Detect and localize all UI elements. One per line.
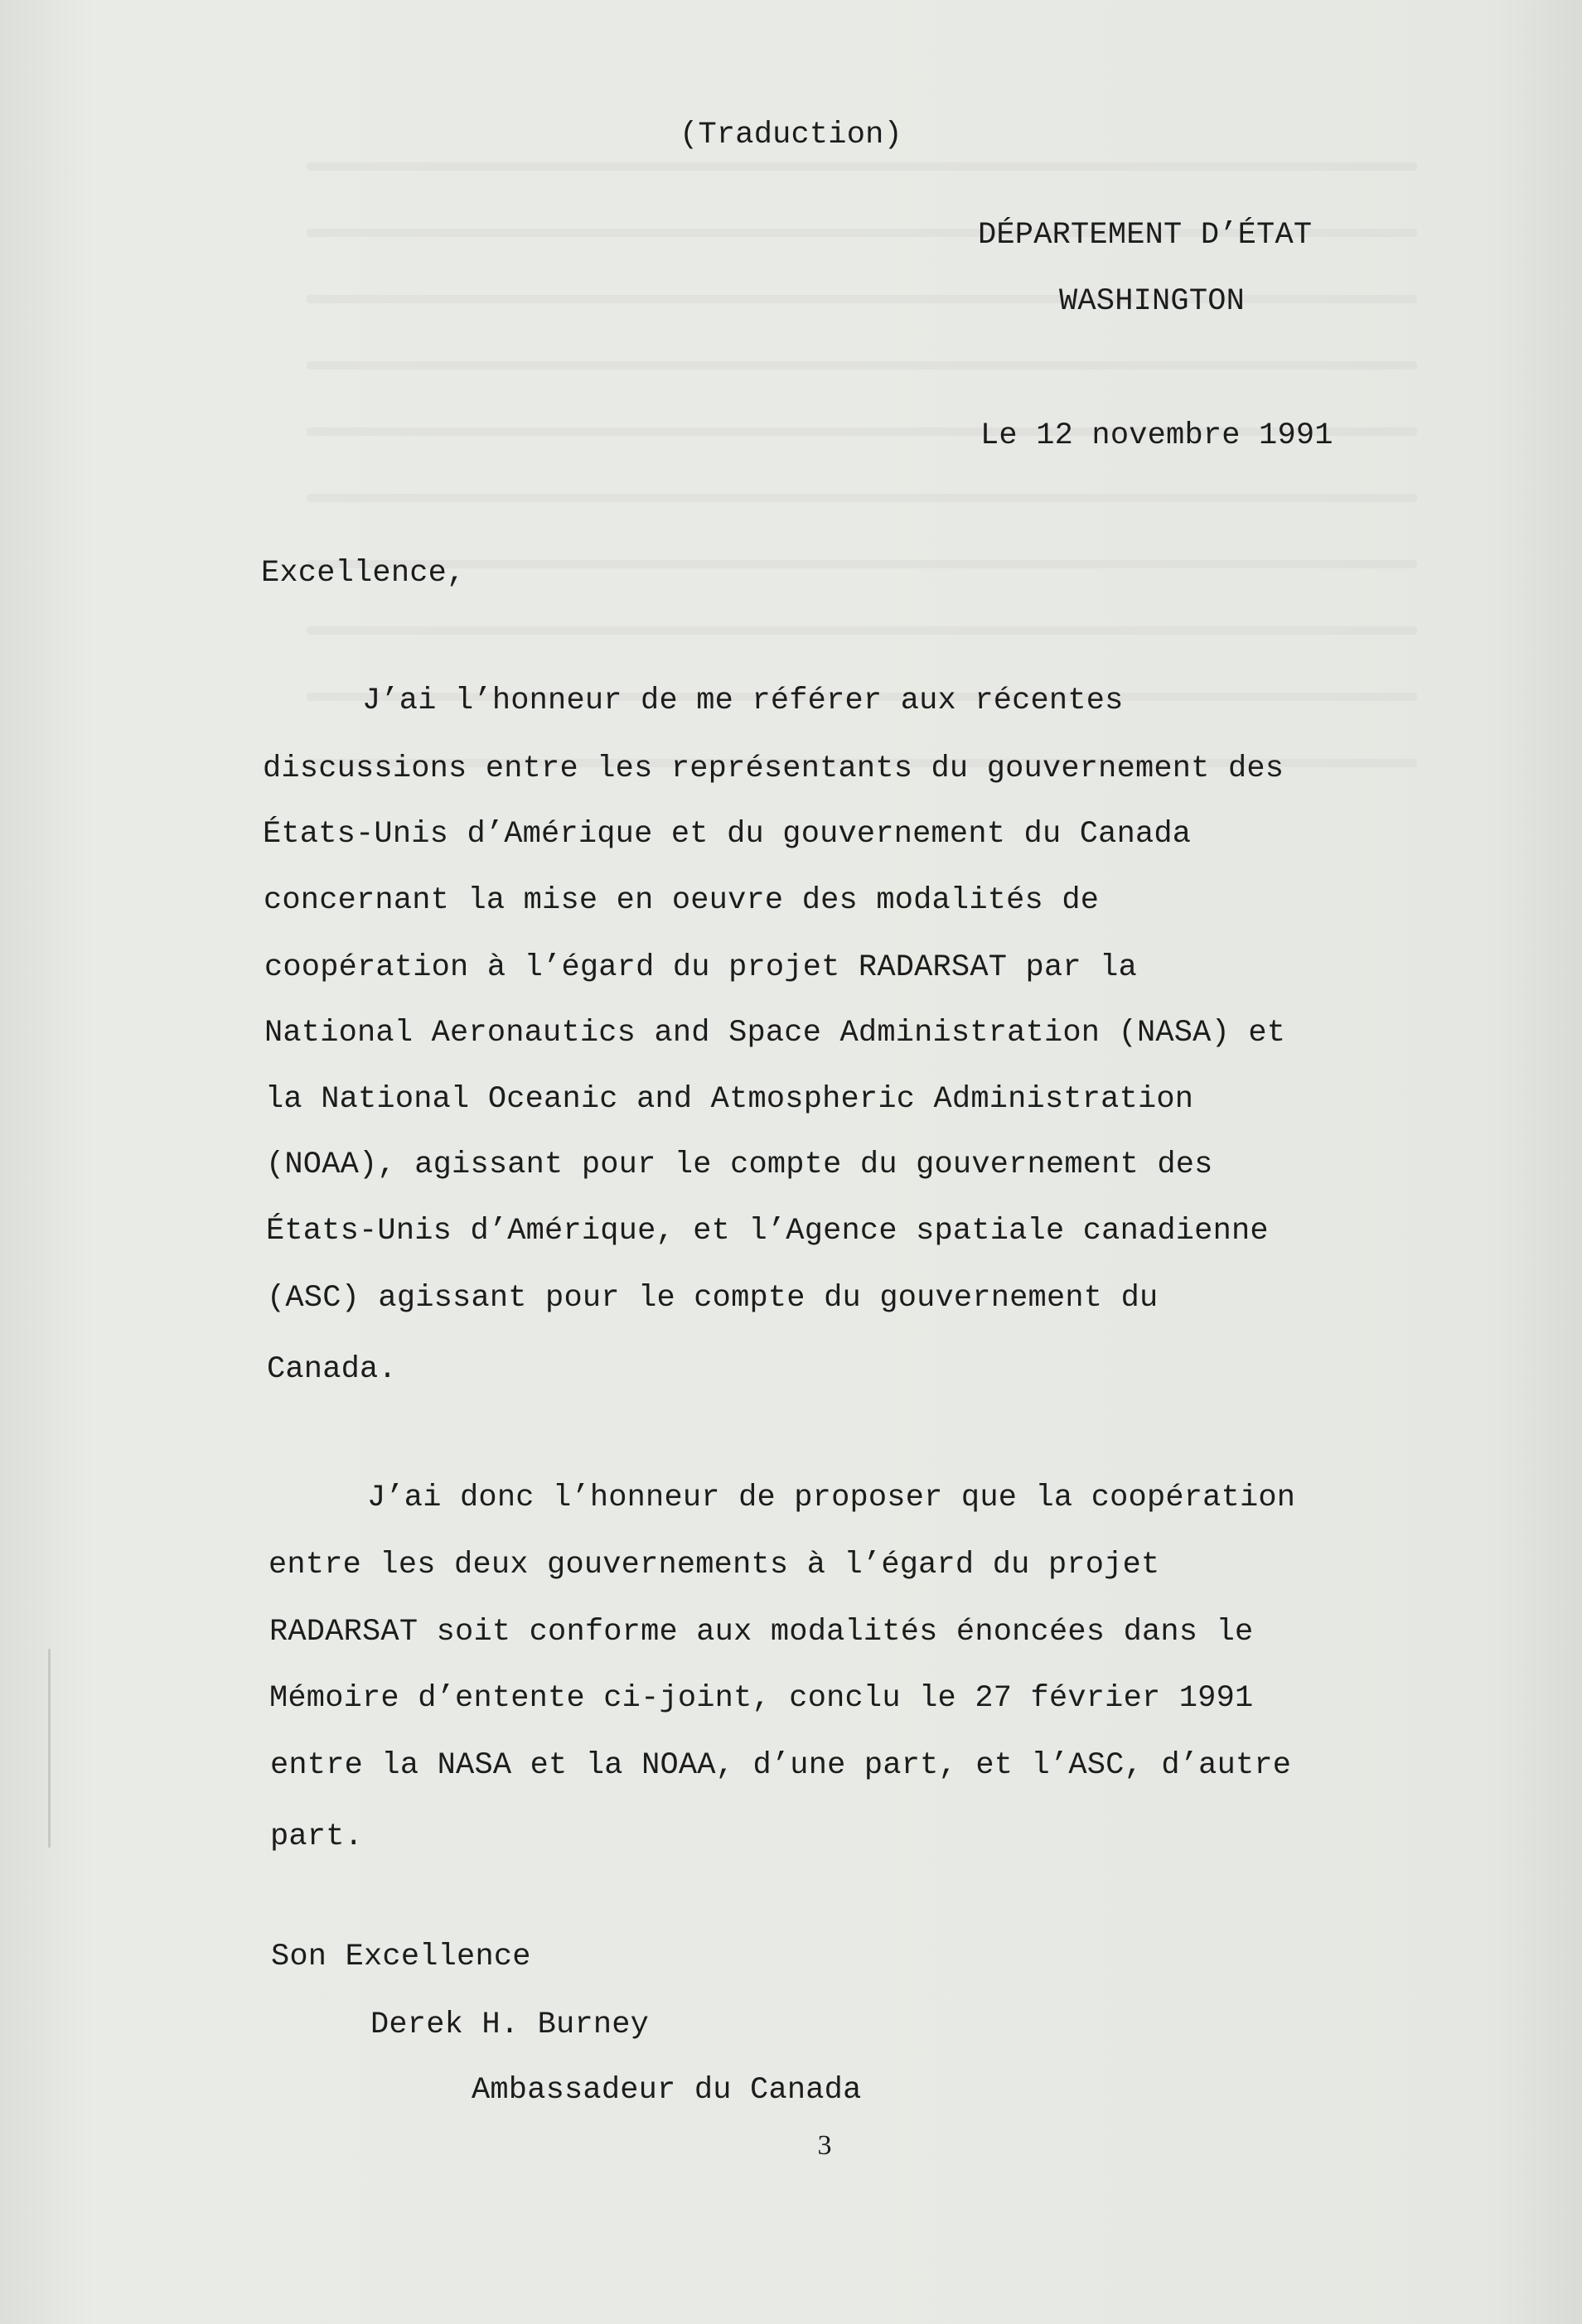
addressee-honorific: Son Excellence bbox=[271, 1940, 531, 1974]
paragraph-line: National Aeronautics and Space Administration (NASA) et bbox=[264, 1016, 1286, 1051]
paragraph-line: coopération à l’égard du projet RADARSAT par la bbox=[264, 950, 1137, 985]
paragraph-line: Mémoire d’entente ci-joint, conclu le 27 février 1991 bbox=[269, 1681, 1254, 1716]
addressee-title: Ambassadeur du Canada bbox=[472, 2073, 862, 2108]
city-heading: WASHINGTON bbox=[1059, 284, 1246, 319]
bleed-through-mark bbox=[307, 162, 1417, 171]
salutation: Excellence, bbox=[261, 556, 466, 591]
bleed-through-mark bbox=[307, 560, 1417, 568]
letter-date: Le 12 novembre 1991 bbox=[980, 418, 1333, 453]
bleed-through-mark bbox=[307, 494, 1417, 502]
paragraph-line: concernant la mise en oeuvre des modalités de bbox=[264, 883, 1100, 918]
paragraph-line: (ASC) agissant pour le compte du gouvernement du bbox=[267, 1281, 1159, 1316]
paragraph-line: entre les deux gouvernements à l’égard du projet bbox=[269, 1548, 1160, 1582]
paragraph-line: discussions entre les représentants du gouvernement des bbox=[263, 751, 1284, 786]
bleed-through-mark bbox=[307, 361, 1417, 370]
paragraph-line: RADARSAT soit conforme aux modalités énoncées dans le bbox=[269, 1615, 1254, 1650]
paragraph-line: (NOAA), agissant pour le compte du gouvernement des bbox=[266, 1148, 1213, 1182]
page-number: 3 bbox=[817, 2130, 832, 2161]
paragraph-line: entre la NASA et la NOAA, d’une part, et l’ASC, d’autre bbox=[270, 1748, 1292, 1783]
bleed-through-mark bbox=[307, 295, 1417, 303]
paper-fold-mark bbox=[48, 1649, 51, 1848]
paragraph-line: la National Oceanic and Atmospheric Administration bbox=[265, 1082, 1194, 1117]
translation-note: (Traduction) bbox=[680, 118, 902, 152]
paragraph-line: Canada. bbox=[267, 1352, 397, 1387]
department-heading: DÉPARTEMENT D’ÉTAT bbox=[978, 218, 1313, 253]
addressee-name: Derek H. Burney bbox=[370, 2008, 650, 2042]
paragraph-line: J’ai donc l’honneur de proposer que la coopération bbox=[367, 1481, 1296, 1515]
paragraph-line: J’ai l’honneur de me référer aux récentes bbox=[362, 684, 1124, 718]
paragraph-line: part. bbox=[270, 1819, 364, 1854]
paragraph-line: États-Unis d’Amérique et du gouvernement du Canada bbox=[263, 817, 1192, 852]
paragraph-line: États-Unis d’Amérique, et l’Agence spatiale canadienne bbox=[266, 1214, 1269, 1249]
bleed-through-mark bbox=[307, 626, 1417, 635]
